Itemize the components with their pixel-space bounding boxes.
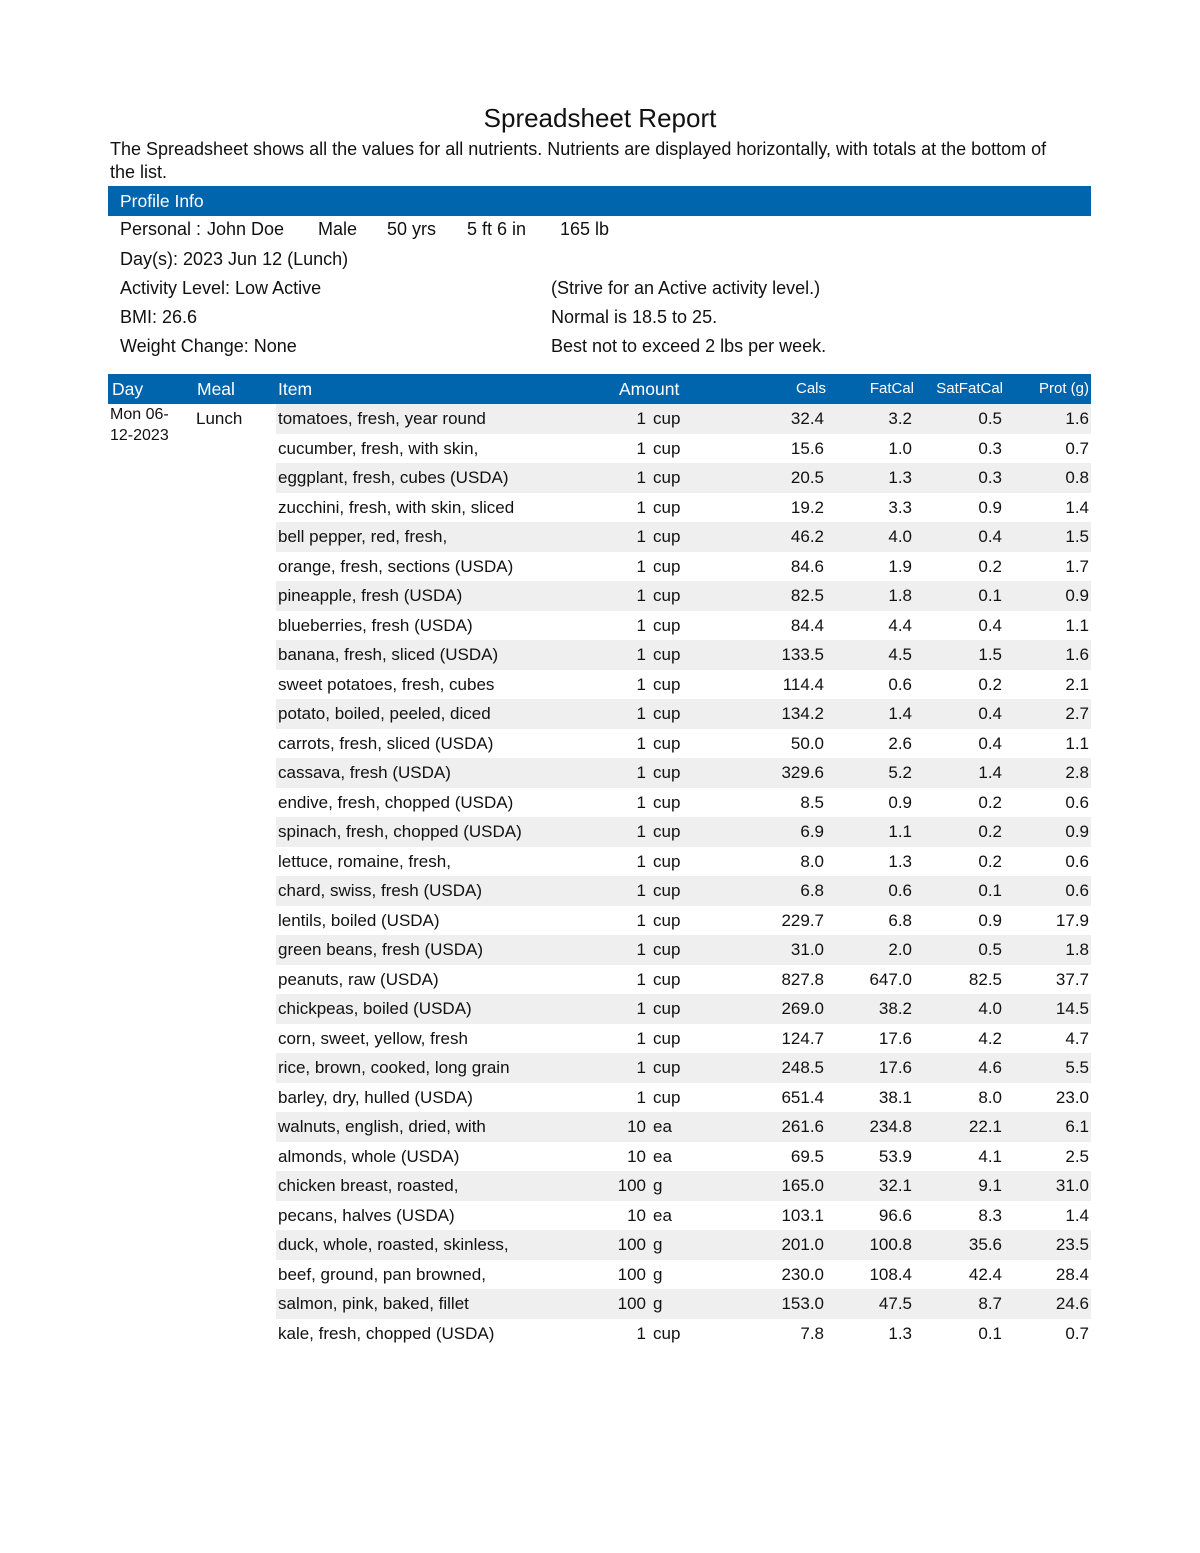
qty-cell: 1 (636, 822, 646, 841)
fatcal-cell: 96.6 (878, 1205, 912, 1225)
satfatcal-cell: 0.3 (978, 468, 1002, 487)
item-cell: blueberries, fresh (USDA) (278, 615, 473, 635)
prot-cell: 28.4 (1055, 1264, 1089, 1284)
table-row (276, 552, 1091, 582)
profile-header: Profile Info (108, 186, 1091, 216)
item-cell: green beans, fresh (USDA) (278, 940, 484, 959)
unit-cell: ea (653, 1146, 672, 1166)
qty-cell: 1 (636, 969, 646, 989)
fatcal-cell: 1.0 (888, 438, 912, 458)
prot-cell: 0.8 (1065, 468, 1089, 487)
prot-cell: 1.1 (1065, 615, 1089, 635)
item-cell: tomatoes, fresh, year round (278, 409, 486, 428)
qty-cell: 10 (627, 1117, 646, 1136)
item-cell: endive, fresh, chopped (USDA) (278, 792, 514, 812)
satfatcal-cell: 0.2 (978, 556, 1002, 576)
profile-age: 50 yrs (387, 219, 437, 239)
satfatcal-cell: 0.3 (978, 438, 1002, 458)
fatcal-cell: 53.9 (878, 1146, 912, 1166)
unit-cell: cup (653, 497, 681, 517)
satfatcal-cell: 0.1 (978, 881, 1002, 900)
prot-cell: 1.7 (1065, 556, 1089, 576)
prot-cell: 5.5 (1065, 1058, 1089, 1077)
satfatcal-cell: 0.1 (978, 1323, 1002, 1343)
satfatcal-cell: 8.7 (978, 1294, 1002, 1313)
cals-cell: 651.4 (781, 1087, 824, 1107)
cals-cell: 6.9 (800, 822, 824, 841)
unit-cell: cup (653, 733, 681, 753)
header-amount: Amount (619, 379, 680, 399)
prot-cell: 4.7 (1065, 1028, 1089, 1048)
item-cell: lettuce, romaine, fresh, (278, 851, 451, 871)
qty-cell: 1 (636, 527, 646, 546)
intro-text: The Spreadsheet shows all the values for all nutrients. Nutrients are displayed horizontally, with totals at the bottom of the list. (110, 139, 1047, 182)
unit-cell: cup (653, 910, 681, 930)
item-cell: rice, brown, cooked, long grain (278, 1058, 510, 1077)
fatcal-cell: 1.3 (888, 1323, 912, 1343)
qty-cell: 1 (636, 1323, 646, 1343)
cals-cell: 261.6 (781, 1117, 824, 1136)
cals-cell: 50.0 (790, 733, 824, 753)
satfatcal-cell: 4.6 (978, 1058, 1002, 1077)
fatcal-cell: 6.8 (888, 910, 912, 930)
unit-cell: cup (653, 1058, 681, 1077)
profile-personal (120, 215, 609, 244)
qty-cell: 1 (636, 409, 646, 428)
table-row (276, 404, 1091, 434)
prot-cell: 2.8 (1065, 763, 1089, 782)
fatcal-cell: 38.2 (878, 999, 912, 1018)
cals-cell: 20.5 (790, 468, 824, 487)
cals-cell: 229.7 (781, 910, 824, 930)
prot-cell: 0.7 (1065, 1323, 1089, 1343)
item-cell: chickpeas, boiled (USDA) (278, 999, 472, 1018)
fatcal-cell: 47.5 (878, 1294, 912, 1313)
unit-cell: cup (653, 586, 681, 605)
prot-cell: 0.6 (1065, 881, 1089, 900)
prot-cell: 1.6 (1065, 645, 1089, 664)
table-row (276, 1260, 1091, 1290)
profile-weight-change: Weight Change: None (120, 336, 297, 356)
table-row (276, 758, 1091, 788)
item-cell: duck, whole, roasted, skinless, (278, 1235, 509, 1254)
cals-cell: 32.4 (790, 409, 824, 428)
table-row (276, 493, 1091, 523)
prot-cell: 6.1 (1065, 1117, 1089, 1136)
satfatcal-cell: 0.4 (978, 527, 1002, 546)
cals-cell: 7.8 (800, 1323, 824, 1343)
qty-cell: 1 (636, 615, 646, 635)
satfatcal-cell: 0.2 (978, 851, 1002, 871)
satfatcal-cell: 1.4 (978, 763, 1002, 782)
table-row (276, 463, 1091, 493)
qty-cell: 100 (617, 1264, 646, 1284)
satfatcal-cell: 42.4 (968, 1264, 1002, 1284)
qty-cell: 1 (636, 468, 646, 487)
fatcal-cell: 17.6 (878, 1058, 912, 1077)
unit-cell: g (653, 1294, 663, 1313)
prot-cell: 0.9 (1065, 822, 1089, 841)
meal-cell: Lunch (196, 409, 243, 428)
cals-cell: 133.5 (781, 645, 824, 664)
fatcal-cell: 3.3 (888, 497, 912, 517)
header-cals: Cals (795, 380, 826, 397)
cals-cell: 8.5 (800, 792, 824, 812)
table-row (276, 434, 1091, 464)
qty-cell: 1 (636, 1058, 646, 1077)
unit-cell: cup (653, 1323, 681, 1343)
satfatcal-cell: 8.0 (978, 1087, 1002, 1107)
prot-cell: 24.6 (1055, 1294, 1089, 1313)
unit-cell: g (653, 1264, 663, 1284)
fatcal-cell: 0.6 (888, 881, 912, 900)
prot-cell: 14.5 (1055, 999, 1089, 1018)
satfatcal-cell: 0.4 (978, 615, 1002, 635)
fatcal-cell: 2.6 (888, 733, 912, 753)
unit-cell: cup (653, 409, 681, 428)
table-row (276, 1142, 1091, 1172)
table-row (276, 699, 1091, 729)
cals-cell: 103.1 (781, 1205, 824, 1225)
table-row (276, 906, 1091, 936)
qty-cell: 100 (617, 1176, 646, 1195)
unit-cell: cup (653, 851, 681, 871)
prot-cell: 0.6 (1065, 851, 1089, 871)
table-row (276, 817, 1091, 847)
satfatcal-cell: 0.5 (978, 940, 1002, 959)
fatcal-cell: 17.6 (878, 1028, 912, 1048)
cals-cell: 201.0 (781, 1235, 824, 1254)
table-row (276, 1230, 1091, 1260)
cals-cell: 165.0 (781, 1176, 824, 1195)
unit-cell: cup (653, 468, 681, 487)
qty-cell: 1 (636, 881, 646, 900)
satfatcal-cell: 22.1 (968, 1117, 1002, 1136)
table-row (276, 1024, 1091, 1054)
item-cell: spinach, fresh, chopped (USDA) (278, 822, 522, 841)
fatcal-cell: 1.9 (888, 556, 912, 576)
item-cell: corn, sweet, yellow, fresh (278, 1028, 468, 1048)
satfatcal-cell: 1.5 (978, 645, 1002, 664)
table-row (276, 847, 1091, 877)
qty-cell: 1 (636, 586, 646, 605)
unit-cell: cup (653, 1087, 681, 1107)
fatcal-cell: 108.4 (869, 1264, 912, 1284)
fatcal-cell: 38.1 (878, 1087, 912, 1107)
satfatcal-cell: 0.5 (978, 409, 1002, 428)
fatcal-cell: 4.4 (888, 615, 912, 635)
table-row (276, 876, 1091, 906)
table-row (276, 1053, 1091, 1083)
qty-cell: 1 (636, 1087, 646, 1107)
satfatcal-cell: 0.4 (978, 704, 1002, 723)
qty-cell: 1 (636, 497, 646, 517)
satfatcal-cell: 4.1 (978, 1146, 1002, 1166)
item-cell: chicken breast, roasted, (278, 1176, 459, 1195)
table-row (276, 1112, 1091, 1142)
item-cell: zucchini, fresh, with skin, sliced (278, 497, 515, 517)
item-cell: bell pepper, red, fresh, (278, 527, 448, 546)
cals-cell: 248.5 (781, 1058, 824, 1077)
unit-cell: cup (653, 792, 681, 812)
unit-cell: cup (653, 969, 681, 989)
item-cell: peanuts, raw (USDA) (278, 969, 439, 989)
unit-cell: cup (653, 999, 681, 1018)
fatcal-cell: 0.9 (888, 792, 912, 812)
table-row (276, 935, 1091, 965)
unit-cell: cup (653, 615, 681, 635)
profile-bmi: BMI: 26.6 (120, 307, 198, 327)
fatcal-cell: 1.3 (888, 851, 912, 871)
cals-cell: 46.2 (790, 527, 824, 546)
fatcal-cell: 3.2 (888, 409, 912, 428)
header-fatcal: FatCal (869, 380, 914, 397)
item-cell: cassava, fresh (USDA) (278, 763, 451, 782)
fatcal-cell: 0.6 (888, 674, 912, 694)
prot-cell: 2.1 (1065, 674, 1089, 694)
fatcal-cell: 4.5 (888, 645, 912, 664)
personal-label: Personal : (120, 219, 202, 239)
item-cell: cucumber, fresh, with skin, (278, 438, 479, 458)
item-cell: carrots, fresh, sliced (USDA) (278, 733, 494, 753)
unit-cell: cup (653, 940, 681, 959)
profile-sex: Male (318, 219, 358, 239)
qty-cell: 1 (636, 940, 646, 959)
cals-cell: 8.0 (800, 851, 824, 871)
qty-cell: 1 (636, 645, 646, 664)
fatcal-cell: 1.3 (888, 468, 912, 487)
item-cell: sweet potatoes, fresh, cubes (278, 674, 495, 694)
prot-cell: 1.6 (1065, 409, 1089, 428)
item-cell: barley, dry, hulled (USDA) (278, 1087, 473, 1107)
cals-cell: 6.8 (800, 881, 824, 900)
item-cell: eggplant, fresh, cubes (USDA) (278, 468, 509, 487)
prot-cell: 1.5 (1065, 527, 1089, 546)
table-row (276, 729, 1091, 759)
prot-cell: 1.4 (1065, 1205, 1089, 1225)
unit-cell: cup (653, 704, 681, 723)
unit-cell: ea (653, 1117, 672, 1136)
fatcal-cell: 32.1 (878, 1176, 912, 1195)
satfatcal-cell: 0.9 (978, 497, 1002, 517)
qty-cell: 1 (636, 851, 646, 871)
unit-cell: cup (653, 1028, 681, 1048)
profile-weight: 165 lb (560, 219, 610, 239)
table-row (276, 670, 1091, 700)
fatcal-cell: 1.4 (888, 704, 912, 723)
qty-cell: 1 (636, 704, 646, 723)
qty-cell: 1 (636, 910, 646, 930)
header-prot: Prot (g) (1038, 380, 1089, 397)
table-row (276, 788, 1091, 818)
prot-cell: 31.0 (1055, 1176, 1089, 1195)
qty-cell: 1 (636, 438, 646, 458)
cals-cell: 19.2 (790, 497, 824, 517)
header-day: Day (112, 379, 144, 399)
fatcal-cell: 5.2 (888, 763, 912, 782)
fatcal-cell: 234.8 (869, 1117, 912, 1136)
prot-cell: 23.5 (1055, 1235, 1089, 1254)
cals-cell: 82.5 (790, 586, 824, 605)
table-row (276, 522, 1091, 552)
unit-cell: cup (653, 881, 681, 900)
satfatcal-cell: 0.2 (978, 792, 1002, 812)
satfatcal-cell: 8.3 (978, 1205, 1002, 1225)
cals-cell: 269.0 (781, 999, 824, 1018)
prot-cell: 1.4 (1065, 497, 1089, 517)
prot-cell: 0.9 (1065, 586, 1089, 605)
qty-cell: 1 (636, 556, 646, 576)
satfatcal-cell: 9.1 (978, 1176, 1002, 1195)
item-cell: salmon, pink, baked, fillet (278, 1294, 469, 1313)
fatcal-cell: 1.1 (888, 822, 912, 841)
prot-cell: 37.7 (1055, 969, 1089, 989)
satfatcal-cell: 0.9 (978, 910, 1002, 930)
satfatcal-cell: 35.6 (968, 1235, 1002, 1254)
cals-cell: 827.8 (781, 969, 824, 989)
unit-cell: cup (653, 556, 681, 576)
table-row (276, 994, 1091, 1024)
table-row (276, 611, 1091, 641)
fatcal-cell: 4.0 (888, 527, 912, 546)
qty-cell: 100 (617, 1294, 646, 1313)
cals-cell: 134.2 (781, 704, 824, 723)
qty-cell: 10 (627, 1205, 646, 1225)
item-cell: pecans, halves (USDA) (278, 1205, 455, 1225)
prot-cell: 2.5 (1065, 1146, 1089, 1166)
profile-bmi-note: Normal is 18.5 to 25. (551, 307, 718, 327)
prot-cell: 0.6 (1065, 792, 1089, 812)
qty-cell: 1 (636, 763, 646, 782)
profile-activity: Activity Level: Low Active (120, 278, 322, 298)
cals-cell: 114.4 (782, 674, 824, 694)
unit-cell: cup (653, 527, 681, 546)
profile-activity-note: (Strive for an Active activity level.) (551, 278, 821, 298)
unit-cell: ea (653, 1205, 672, 1225)
satfatcal-cell: 82.5 (968, 969, 1002, 989)
satfatcal-cell: 0.4 (978, 733, 1002, 753)
prot-cell: 0.7 (1065, 438, 1089, 458)
satfatcal-cell: 4.2 (978, 1028, 1002, 1048)
prot-cell: 23.0 (1055, 1087, 1089, 1107)
item-cell: potato, boiled, peeled, diced (278, 704, 491, 723)
cals-cell: 31.0 (790, 940, 824, 959)
unit-cell: g (653, 1176, 663, 1195)
profile-height: 5 ft 6 in (467, 219, 527, 239)
unit-cell: cup (653, 822, 681, 841)
page-title: Spreadsheet Report (483, 103, 717, 133)
satfatcal-cell: 4.0 (978, 999, 1002, 1018)
table-row (276, 965, 1091, 995)
qty-cell: 1 (636, 733, 646, 753)
cals-cell: 84.6 (790, 556, 824, 576)
table-row (276, 581, 1091, 611)
unit-cell: cup (653, 438, 681, 458)
qty-cell: 1 (636, 999, 646, 1018)
fatcal-cell: 2.0 (888, 940, 912, 959)
prot-cell: 1.8 (1065, 940, 1089, 959)
table-row (276, 1171, 1091, 1201)
table-header (108, 374, 1091, 404)
item-cell: orange, fresh, sections (USDA) (278, 556, 514, 576)
cals-cell: 153.0 (781, 1294, 824, 1313)
table-row (276, 1083, 1091, 1113)
qty-cell: 100 (617, 1235, 646, 1254)
item-cell: chard, swiss, fresh (USDA) (278, 881, 483, 900)
header-item: Item (278, 379, 313, 399)
qty-cell: 1 (636, 792, 646, 812)
satfatcal-cell: 0.2 (978, 822, 1002, 841)
item-cell: lentils, boiled (USDA) (278, 910, 440, 930)
profile-weight-change-note: Best not to exceed 2 lbs per week. (551, 336, 827, 356)
cals-cell: 15.6 (790, 438, 824, 458)
cals-cell: 124.7 (781, 1028, 824, 1048)
fatcal-cell: 647.0 (869, 969, 912, 989)
prot-cell: 17.9 (1055, 910, 1089, 930)
item-cell: pineapple, fresh (USDA) (278, 586, 463, 605)
item-cell: almonds, whole (USDA) (278, 1146, 460, 1166)
prot-cell: 2.7 (1065, 704, 1089, 723)
unit-cell: cup (653, 674, 681, 694)
fatcal-cell: 100.8 (869, 1235, 912, 1254)
header-meal: Meal (197, 379, 235, 399)
item-cell: beef, ground, pan browned, (278, 1264, 486, 1284)
cals-cell: 329.6 (781, 763, 824, 782)
table-row (276, 1289, 1091, 1319)
satfatcal-cell: 0.1 (978, 586, 1002, 605)
qty-cell: 10 (627, 1146, 646, 1166)
item-cell: kale, fresh, chopped (USDA) (278, 1323, 495, 1343)
cals-cell: 230.0 (781, 1264, 824, 1284)
table-row (276, 1319, 1091, 1349)
day-cell: Mon 06-12-2023 (110, 406, 169, 444)
satfatcal-cell: 0.2 (978, 674, 1002, 694)
table-row (276, 1201, 1091, 1231)
qty-cell: 1 (636, 1028, 646, 1048)
profile-days: Day(s): 2023 Jun 12 (Lunch) (120, 249, 349, 269)
item-cell: walnuts, english, dried, with (278, 1117, 486, 1136)
qty-cell: 1 (636, 674, 646, 694)
header-satfatcal: SatFatCal (936, 380, 1003, 397)
unit-cell: g (653, 1235, 663, 1254)
fatcal-cell: 1.8 (888, 586, 912, 605)
cals-cell: 84.4 (790, 615, 824, 635)
unit-cell: cup (653, 763, 681, 782)
profile-name: John Doe (207, 219, 285, 239)
table-row (276, 640, 1091, 670)
item-cell: banana, fresh, sliced (USDA) (278, 645, 499, 664)
unit-cell: cup (653, 645, 681, 664)
prot-cell: 1.1 (1065, 733, 1089, 753)
cals-cell: 69.5 (790, 1146, 824, 1166)
